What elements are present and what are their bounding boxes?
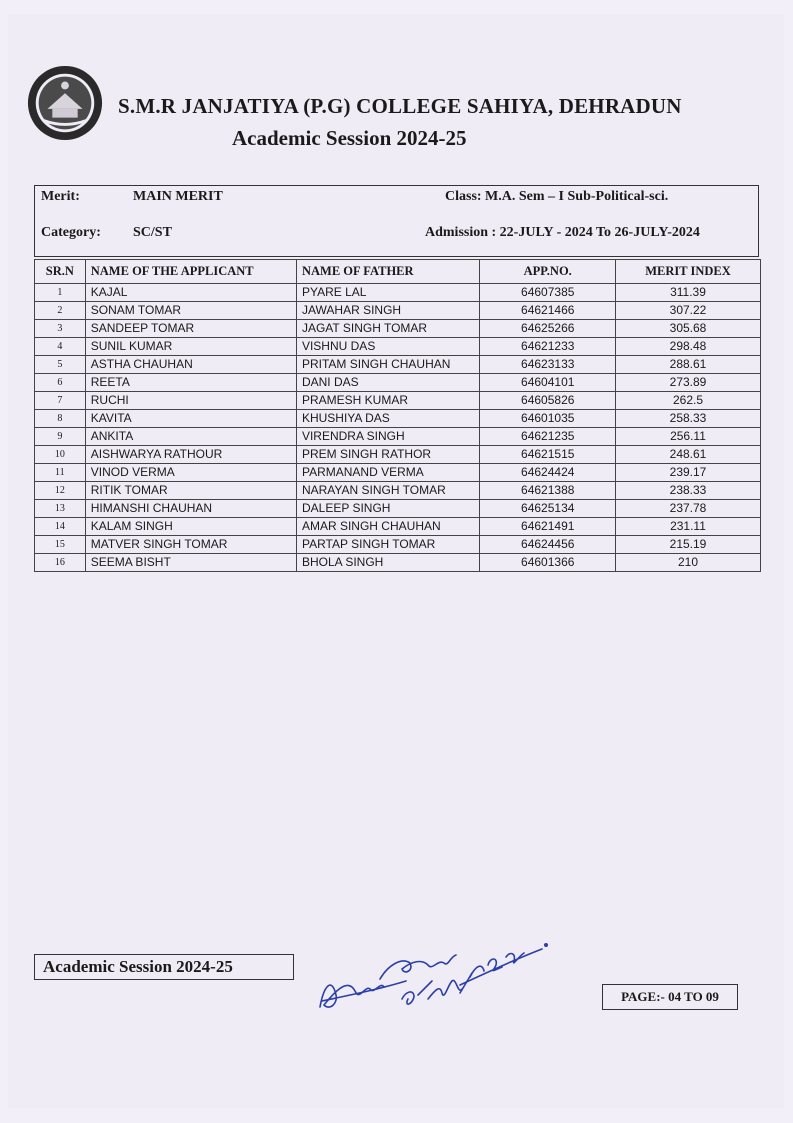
cell-srn: 8 (35, 410, 86, 428)
cell-app-no: 64621515 (480, 446, 616, 464)
cell-father-name: JAGAT SINGH TOMAR (296, 320, 480, 338)
cell-merit-index: 305.68 (615, 320, 760, 338)
table-row (35, 284, 761, 302)
cell-app-no: 64621491 (480, 518, 616, 536)
cell-merit-index: 298.48 (615, 338, 760, 356)
cell-father-name: AMAR SINGH CHAUHAN (296, 518, 480, 536)
col-header-merit-index: MERIT INDEX (615, 260, 760, 284)
cell-merit-index: 311.39 (615, 284, 760, 302)
table-row (35, 374, 761, 392)
cell-father-name: VISHNU DAS (296, 338, 480, 356)
cell-applicant-name: VINOD VERMA (85, 464, 296, 482)
cell-father-name: NARAYAN SINGH TOMAR (296, 482, 480, 500)
cell-father-name: JAWAHAR SINGH (296, 302, 480, 320)
cell-applicant-name: HIMANSHI CHAUHAN (85, 500, 296, 518)
cell-app-no: 64621388 (480, 482, 616, 500)
cell-merit-index: 248.61 (615, 446, 760, 464)
table-row (35, 320, 761, 338)
table-row (35, 392, 761, 410)
table-row (35, 338, 761, 356)
cell-app-no: 64625134 (480, 500, 616, 518)
cell-srn: 10 (35, 446, 86, 464)
cell-applicant-name: AISHWARYA RATHOUR (85, 446, 296, 464)
cell-srn: 5 (35, 356, 86, 374)
cell-applicant-name: MATVER SINGH TOMAR (85, 536, 296, 554)
cell-app-no: 64623133 (480, 356, 616, 374)
cell-applicant-name: KALAM SINGH (85, 518, 296, 536)
college-name: S.M.R JANJATIYA (P.G) COLLEGE SAHIYA, DEHRADUN (118, 94, 682, 118)
cell-srn: 15 (35, 536, 86, 554)
table-row (35, 356, 761, 374)
cell-srn: 9 (35, 428, 86, 446)
cell-merit-index: 307.22 (615, 302, 760, 320)
cell-srn: 2 (35, 302, 86, 320)
cell-srn: 4 (35, 338, 86, 356)
cell-applicant-name: ANKITA (85, 428, 296, 446)
cell-merit-index: 239.17 (615, 464, 760, 482)
cell-merit-index: 288.61 (615, 356, 760, 374)
cell-merit-index: 258.33 (615, 410, 760, 428)
cell-applicant-name: SEEMA BISHT (85, 554, 296, 572)
footer-session-box: Academic Session 2024-25 (34, 954, 294, 980)
cell-father-name: PREM SINGH RATHOR (296, 446, 480, 464)
merit-table (34, 259, 761, 572)
category-value: SC/ST (133, 225, 172, 240)
cell-app-no: 64624456 (480, 536, 616, 554)
cell-srn: 7 (35, 392, 86, 410)
cell-applicant-name: SONAM TOMAR (85, 302, 296, 320)
table-row (35, 554, 761, 572)
cell-srn: 11 (35, 464, 86, 482)
cell-applicant-name: SUNIL KUMAR (85, 338, 296, 356)
cell-father-name: DALEEP SINGH (296, 500, 480, 518)
table-row (35, 428, 761, 446)
table-row (35, 536, 761, 554)
cell-app-no: 64601366 (480, 554, 616, 572)
cell-srn: 13 (35, 500, 86, 518)
cell-father-name: PYARE LAL (296, 284, 480, 302)
col-header-father: NAME OF FATHER (296, 260, 480, 284)
cell-merit-index: 237.78 (615, 500, 760, 518)
signature-image (310, 915, 550, 1015)
table-header-row (35, 260, 761, 284)
cell-merit-index: 215.19 (615, 536, 760, 554)
cell-app-no: 64621235 (480, 428, 616, 446)
cell-applicant-name: RITIK TOMAR (85, 482, 296, 500)
table-row (35, 446, 761, 464)
cell-applicant-name: KAVITA (85, 410, 296, 428)
page-indicator: PAGE:- 04 TO 09 (602, 984, 738, 1010)
merit-value: MAIN MERIT (133, 189, 223, 204)
cell-father-name: PRITAM SINGH CHAUHAN (296, 356, 480, 374)
admission-dates: Admission : 22-JULY - 2024 To 26-JULY-2024 (425, 225, 700, 240)
table-row (35, 410, 761, 428)
table-row (35, 518, 761, 536)
cell-applicant-name: KAJAL (85, 284, 296, 302)
table-row (35, 302, 761, 320)
cell-app-no: 64625266 (480, 320, 616, 338)
cell-app-no: 64607385 (480, 284, 616, 302)
cell-srn: 3 (35, 320, 86, 338)
cell-app-no: 64621466 (480, 302, 616, 320)
cell-merit-index: 273.89 (615, 374, 760, 392)
cell-father-name: PARMANAND VERMA (296, 464, 480, 482)
cell-srn: 16 (35, 554, 86, 572)
table-row (35, 500, 761, 518)
cell-srn: 12 (35, 482, 86, 500)
cell-applicant-name: SANDEEP TOMAR (85, 320, 296, 338)
cell-father-name: PRAMESH KUMAR (296, 392, 480, 410)
cell-srn: 6 (35, 374, 86, 392)
cell-srn: 1 (35, 284, 86, 302)
cell-merit-index: 210 (615, 554, 760, 572)
cell-app-no: 64604101 (480, 374, 616, 392)
category-label: Category: (41, 225, 101, 240)
cell-father-name: BHOLA SINGH (296, 554, 480, 572)
college-seal-icon (26, 64, 104, 142)
merit-label: Merit: (41, 189, 80, 204)
table-row (35, 464, 761, 482)
col-header-applicant: NAME OF THE APPLICANT (85, 260, 296, 284)
cell-father-name: VIRENDRA SINGH (296, 428, 480, 446)
class-info: Class: M.A. Sem – I Sub-Political-sci. (445, 189, 669, 204)
cell-app-no: 64605826 (480, 392, 616, 410)
session-title: Academic Session 2024-25 (232, 126, 467, 150)
cell-applicant-name: REETA (85, 374, 296, 392)
col-header-srn: SR.N (35, 260, 86, 284)
cell-merit-index: 256.11 (615, 428, 760, 446)
cell-applicant-name: ASTHA CHAUHAN (85, 356, 296, 374)
cell-merit-index: 238.33 (615, 482, 760, 500)
cell-merit-index: 262.5 (615, 392, 760, 410)
cell-srn: 14 (35, 518, 86, 536)
cell-applicant-name: RUCHI (85, 392, 296, 410)
cell-app-no: 64624424 (480, 464, 616, 482)
cell-father-name: DANI DAS (296, 374, 480, 392)
cell-father-name: PARTAP SINGH TOMAR (296, 536, 480, 554)
cell-app-no: 64601035 (480, 410, 616, 428)
cell-father-name: KHUSHIYA DAS (296, 410, 480, 428)
merit-info-box (34, 185, 759, 257)
cell-merit-index: 231.11 (615, 518, 760, 536)
table-row (35, 482, 761, 500)
col-header-app-no: APP.NO. (480, 260, 616, 284)
cell-app-no: 64621233 (480, 338, 616, 356)
